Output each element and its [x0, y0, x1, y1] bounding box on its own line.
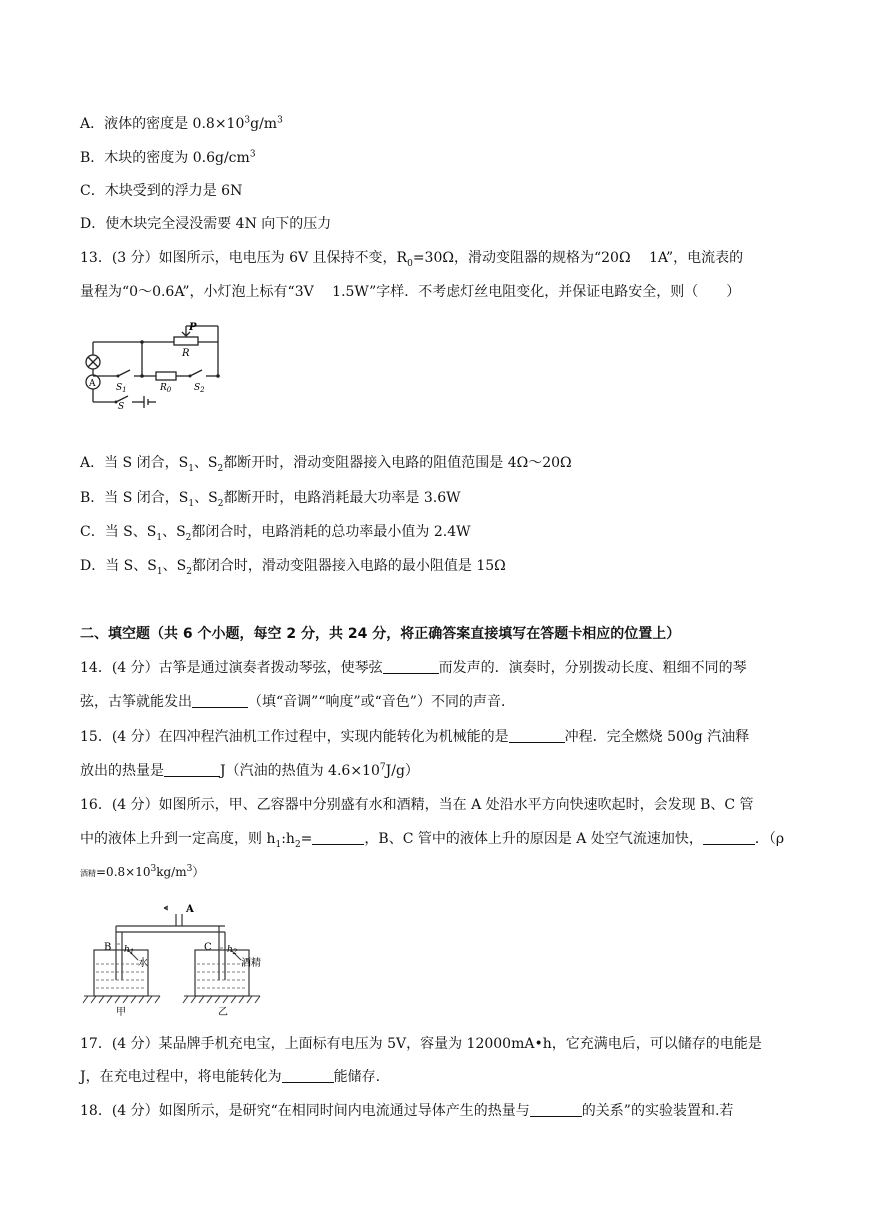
q13-option-b: B．当 S 闭合，$S_1$、$S_2$都断开时，电路消耗最大功率是 3.6W: [80, 490, 461, 509]
label-h2: $h_2$: [227, 945, 238, 956]
q12-option-b: B．木块的密度为 $0.6g/cm^3$: [80, 149, 256, 166]
q14-line2: 弦，古筝就能发出 （填“音调”“响度”或“音色”）不同的声音．: [80, 694, 515, 710]
answer-blank[interactable]: [164, 762, 220, 777]
label-b: B: [104, 942, 112, 953]
label-s: S: [118, 402, 125, 410]
answer-blank[interactable]: [509, 728, 565, 743]
label-jia: 甲: [116, 1007, 126, 1018]
q16-container-figure: [80, 900, 280, 1018]
q16-line1: 16．(4 分）如图所示，甲、乙容器中分别盛有水和酒精，当在 A 处沿水平方向快速吹起时，会发现 B、C 管: [80, 797, 754, 813]
q17-line2: J，在充电过程中，将电能转化为 能储存.: [80, 1069, 381, 1085]
q18-line1: 18．(4 分）如图所示，是研究“在相同时间内电流通过导体产生的热量与 的关系”的实验装置和.若: [80, 1103, 734, 1119]
label-s2: $S_2$: [194, 383, 205, 394]
answer-blank[interactable]: [383, 659, 439, 674]
label-ammeter: A: [89, 379, 96, 389]
label-water: 水: [138, 958, 148, 969]
answer-blank[interactable]: [282, 1068, 334, 1083]
label-c: C: [204, 942, 212, 953]
q15-line1: 15．(4 分）在四冲程汽油机工作过程中，实现内能转化为机械能的是 冲程．完全燃烧 500g 汽油释: [80, 729, 750, 745]
label-h1: $h_1$: [124, 945, 135, 956]
answer-blank[interactable]: [312, 830, 364, 845]
q13-stem-line2: 量程为“0～0.6A”，小灯泡上标有“3V 1.5W”字样．不考虑灯丝电阻变化，并保证电路安全，则（ ）: [80, 284, 741, 300]
label-alcohol: 酒精: [241, 958, 261, 969]
q15-line2: 放出的热量是 J（汽油的热值为 $4.6\times 10^7J/g$）: [80, 762, 419, 779]
q12-option-c: C．木块受到的浮力是 6N: [80, 183, 243, 199]
label-s1: $S_1$: [116, 383, 127, 394]
q12-option-a: A．液体的密度是 $0.8\times 10^3g/m^3$: [80, 115, 283, 132]
label-p: P: [189, 322, 197, 333]
label-r0: $R_0$: [160, 383, 172, 394]
q12-option-d: D．使木块完全浸没需要 4N 向下的压力: [80, 216, 332, 232]
label-r: R: [182, 348, 190, 359]
q13-option-d: D．当 S、$S_1$、$S_2$都闭合时，滑动变阻器接入电路的最小阻值是 15Ω: [80, 558, 506, 577]
q16-line2: 中的液体上升到一定高度，则 $h_1:h_2=$ ，B、C 管中的液体上升的原因是 A 处空气流速加快， ．（ρ: [80, 831, 785, 850]
q13-stem-line1: 13．(3 分）如图所示，电电压为 6V 且保持不变，$R_0=30\Omega$，滑动变阻器的规格为“20Ω 1A”，电流表的: [80, 250, 744, 269]
section-heading: 二、填空题（共 6 个小题，每空 2 分，共 24 分，将正确答案直接填写在答题卡相应的位置上）: [80, 626, 681, 642]
answer-blank[interactable]: [703, 830, 755, 845]
q13-option-c: C．当 S、$S_1$、$S_2$都闭合时，电路消耗的总功率最小值为 2.4W: [80, 524, 471, 543]
answer-blank[interactable]: [192, 693, 248, 708]
q13-option-a: A．当 S 闭合，$S_1$、$S_2$都断开时，滑动变阻器接入电路的阻值范围是 4Ω～20Ω: [80, 455, 572, 474]
q14-line1: 14．(4 分）古筝是通过演奏者拨动琴弦，使琴弦 而发声的．演奏时，分别拨动长度、粗细不同的琴: [80, 660, 747, 676]
answer-blank[interactable]: [530, 1102, 582, 1117]
q17-line1: 17．(4 分）某品牌手机充电宝，上面标有电压为 5V，容量为 12000mA•h，它充满电后，可以储存的电能是: [80, 1036, 762, 1052]
q13-circuit-figure: [78, 320, 228, 410]
label-a: A: [186, 904, 194, 915]
label-yi: 乙: [218, 1007, 228, 1018]
q16-line3: 酒精$=0.8\times 10^3kg/m^3$）: [80, 864, 205, 879]
